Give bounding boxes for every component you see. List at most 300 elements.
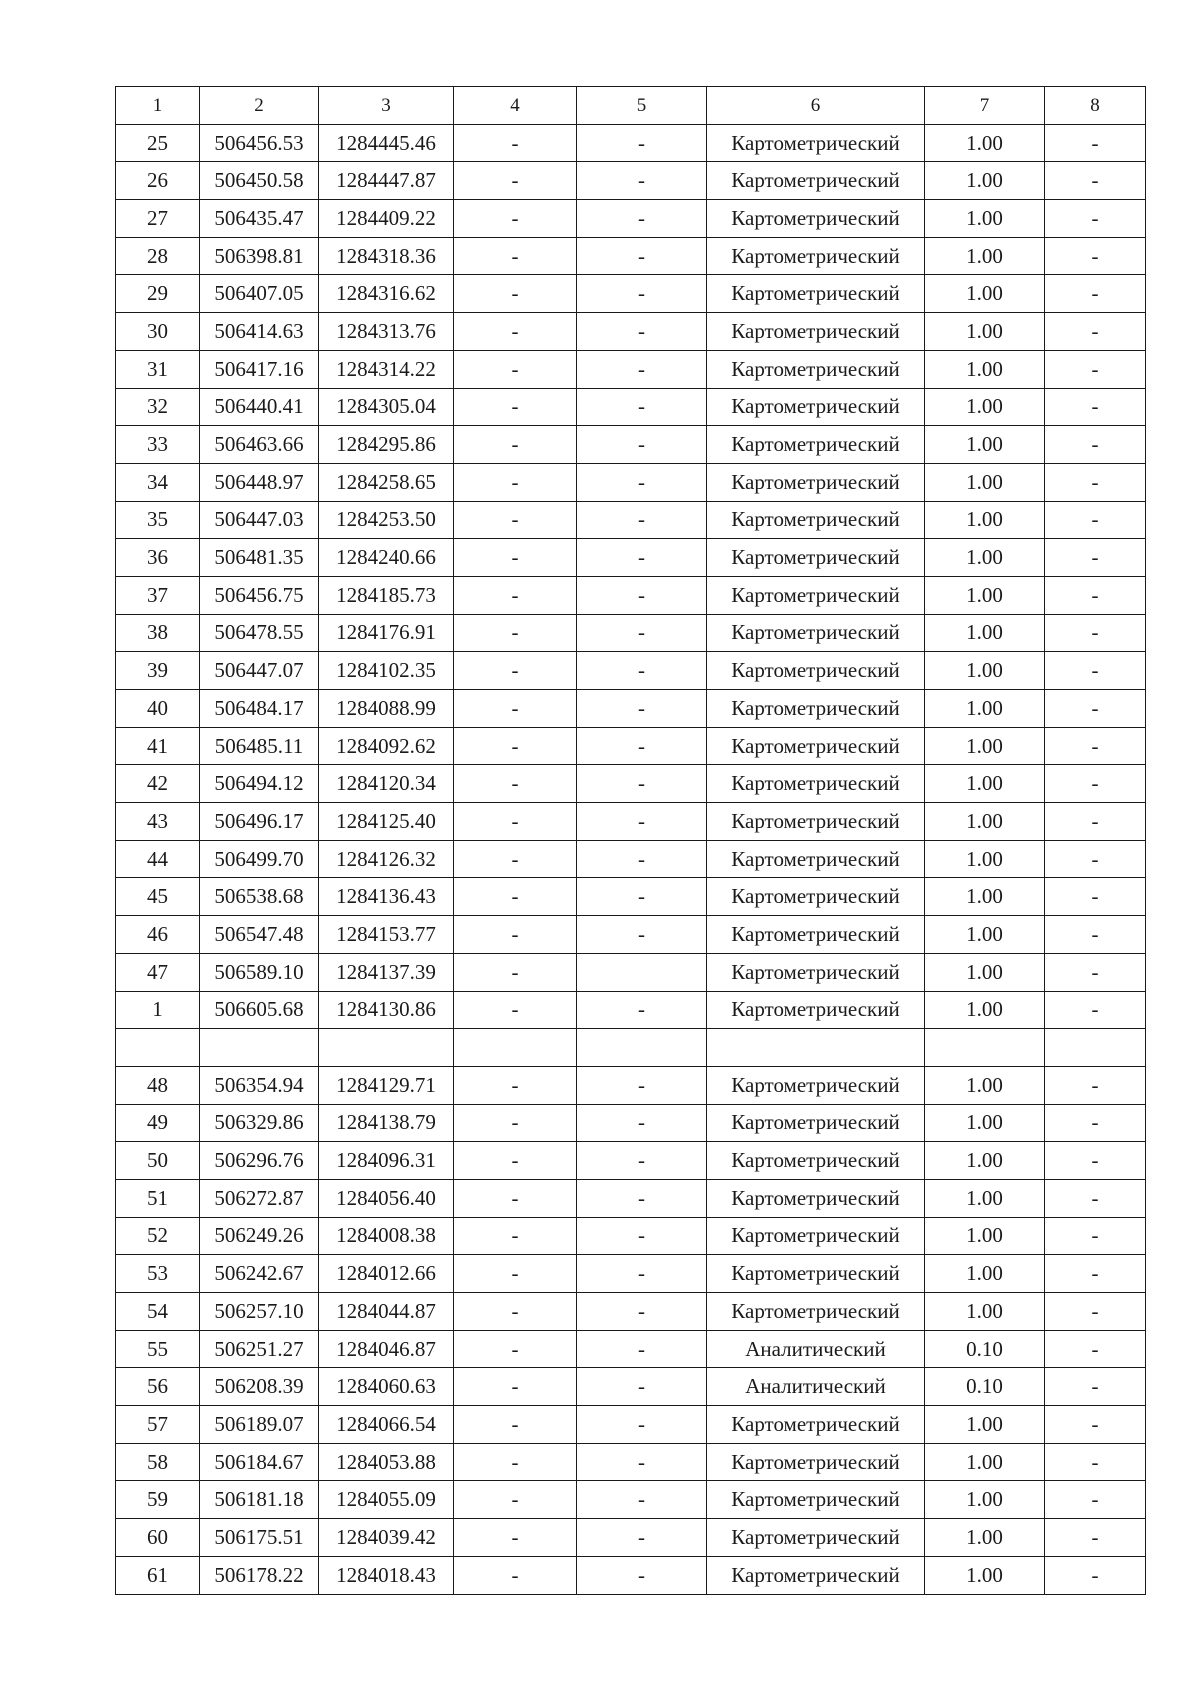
table-cell: 1284136.43 [319, 878, 454, 916]
table-cell: 1.00 [925, 1481, 1045, 1519]
table-cell: - [1045, 200, 1146, 238]
table-cell: Аналитический [707, 1330, 925, 1368]
table-cell: - [577, 1481, 707, 1519]
table-cell: - [577, 803, 707, 841]
table-row [116, 803, 1146, 841]
table-cell: - [454, 652, 577, 690]
table-row [116, 840, 1146, 878]
table-cell: - [1045, 1104, 1146, 1142]
table-cell: - [577, 840, 707, 878]
table-cell: 506296.76 [200, 1142, 319, 1180]
table-cell: - [577, 1293, 707, 1331]
table-cell: 35 [116, 501, 200, 539]
table-cell: Картометрический [707, 501, 925, 539]
table-row [116, 1556, 1146, 1594]
table-cell: - [577, 1443, 707, 1481]
table-cell: 1.00 [925, 576, 1045, 614]
table-cell: 506414.63 [200, 313, 319, 351]
table-cell: 29 [116, 275, 200, 313]
table-cell: - [454, 275, 577, 313]
table-cell: Картометрический [707, 1104, 925, 1142]
table-cell: 506589.10 [200, 953, 319, 991]
table-cell: Картометрический [707, 426, 925, 464]
table-cell: - [577, 388, 707, 426]
table-cell: 1284253.50 [319, 501, 454, 539]
table-cell: 1284044.87 [319, 1293, 454, 1331]
table-cell: - [577, 162, 707, 200]
table-row [116, 350, 1146, 388]
table-cell: 1.00 [925, 916, 1045, 954]
table-cell: - [454, 200, 577, 238]
table-cell: 1.00 [925, 124, 1045, 162]
table-cell: - [577, 916, 707, 954]
table-cell: Картометрический [707, 614, 925, 652]
table-cell: 1284129.71 [319, 1066, 454, 1104]
table-cell: - [577, 237, 707, 275]
table-cell: Картометрический [707, 953, 925, 991]
table-cell: 1.00 [925, 1142, 1045, 1180]
table-cell: 26 [116, 162, 200, 200]
table-cell: - [1045, 953, 1146, 991]
table-cell: - [577, 1142, 707, 1180]
table-row [116, 690, 1146, 728]
table-cell: 1284096.31 [319, 1142, 454, 1180]
table-cell: 1284092.62 [319, 727, 454, 765]
table-cell: - [454, 1368, 577, 1406]
table-cell: - [577, 652, 707, 690]
table-row [116, 501, 1146, 539]
table-cell: Картометрический [707, 1406, 925, 1444]
table-cell: - [454, 124, 577, 162]
table-cell: - [454, 765, 577, 803]
table-cell: 1 [116, 991, 200, 1029]
table-cell: 52 [116, 1217, 200, 1255]
table-cell: Картометрический [707, 576, 925, 614]
table-cell: - [454, 1066, 577, 1104]
table-cell: - [454, 1179, 577, 1217]
table-cell: Картометрический [707, 765, 925, 803]
table-cell: - [1045, 237, 1146, 275]
table-cell: - [1045, 1406, 1146, 1444]
table-cell: 1.00 [925, 1556, 1045, 1594]
table-row [116, 124, 1146, 162]
table-cell: 506538.68 [200, 878, 319, 916]
table-row [116, 916, 1146, 954]
table-cell: 1.00 [925, 840, 1045, 878]
table-cell: 1284240.66 [319, 539, 454, 577]
table-cell: 47 [116, 953, 200, 991]
table-cell: 1284176.91 [319, 614, 454, 652]
table-cell: - [1045, 614, 1146, 652]
table-cell: - [454, 1293, 577, 1331]
table-cell: 506242.67 [200, 1255, 319, 1293]
table-cell: 54 [116, 1293, 200, 1331]
table-cell: - [577, 765, 707, 803]
table-cell: Картометрический [707, 727, 925, 765]
table-row [116, 1443, 1146, 1481]
table-cell: 1284018.43 [319, 1556, 454, 1594]
table-cell: 59 [116, 1481, 200, 1519]
table-cell: Картометрический [707, 124, 925, 162]
table-cell: - [577, 614, 707, 652]
table-cell: 506208.39 [200, 1368, 319, 1406]
table-cell: - [454, 1443, 577, 1481]
table-cell: 0.10 [925, 1330, 1045, 1368]
table-cell: 506249.26 [200, 1217, 319, 1255]
table-cell: - [454, 614, 577, 652]
table-cell: 1.00 [925, 1293, 1045, 1331]
table-cell: - [1045, 1368, 1146, 1406]
table-cell: - [454, 1406, 577, 1444]
table-row [116, 576, 1146, 614]
table-cell: 1.00 [925, 803, 1045, 841]
table-cell: 1.00 [925, 1179, 1045, 1217]
table-cell: Картометрический [707, 991, 925, 1029]
table-cell [577, 1029, 707, 1067]
table-cell: 1.00 [925, 237, 1045, 275]
table-cell: 1284305.04 [319, 388, 454, 426]
table-cell: - [1045, 803, 1146, 841]
table-cell: 37 [116, 576, 200, 614]
table-cell [200, 1029, 319, 1067]
table-cell: - [1045, 1255, 1146, 1293]
table-cell: - [577, 727, 707, 765]
table-cell: 506496.17 [200, 803, 319, 841]
table-cell: 56 [116, 1368, 200, 1406]
table-cell: 1284039.42 [319, 1519, 454, 1557]
table-cell: 1284409.22 [319, 200, 454, 238]
table-cell: - [1045, 426, 1146, 464]
table-cell: 1.00 [925, 878, 1045, 916]
table-cell: 506547.48 [200, 916, 319, 954]
table-cell: 45 [116, 878, 200, 916]
table-cell: 1.00 [925, 313, 1045, 351]
table-row [116, 162, 1146, 200]
table-cell: - [454, 426, 577, 464]
table-cell: 1.00 [925, 953, 1045, 991]
table-row [116, 1481, 1146, 1519]
table-cell: - [577, 350, 707, 388]
table-cell: - [577, 1406, 707, 1444]
table-cell: 506448.97 [200, 463, 319, 501]
table-cell: 1284126.32 [319, 840, 454, 878]
table-cell: 506435.47 [200, 200, 319, 238]
table-cell: Картометрический [707, 539, 925, 577]
table-cell: 1284153.77 [319, 916, 454, 954]
table-cell: - [1045, 313, 1146, 351]
table-cell: 1284102.35 [319, 652, 454, 690]
table-cell: - [1045, 1142, 1146, 1180]
table-cell: - [454, 1330, 577, 1368]
table-cell: 1.00 [925, 539, 1045, 577]
table-cell: - [454, 350, 577, 388]
table-cell: - [454, 388, 577, 426]
table-cell: 1284066.54 [319, 1406, 454, 1444]
table-cell: Картометрический [707, 1179, 925, 1217]
table-cell: 1284447.87 [319, 162, 454, 200]
table-cell: 506354.94 [200, 1066, 319, 1104]
table-cell: - [1045, 388, 1146, 426]
table-row [116, 727, 1146, 765]
table-cell: 1.00 [925, 1217, 1045, 1255]
table-body [116, 124, 1146, 1594]
table-cell: Картометрический [707, 1556, 925, 1594]
table-cell: Картометрический [707, 350, 925, 388]
table-cell: 1.00 [925, 991, 1045, 1029]
column-header: 6 [707, 87, 925, 125]
table-cell: - [1045, 162, 1146, 200]
table-cell: - [454, 1255, 577, 1293]
table-row [116, 1217, 1146, 1255]
table-cell: - [454, 1481, 577, 1519]
table-cell: 1284138.79 [319, 1104, 454, 1142]
table-cell: Картометрический [707, 878, 925, 916]
table-row [116, 1368, 1146, 1406]
column-header: 5 [577, 87, 707, 125]
table-cell: - [454, 237, 577, 275]
table-cell: 1.00 [925, 765, 1045, 803]
table-cell: 1.00 [925, 426, 1045, 464]
table-cell [319, 1029, 454, 1067]
table-cell: Картометрический [707, 313, 925, 351]
table-cell: - [454, 463, 577, 501]
table-cell: Картометрический [707, 916, 925, 954]
table-cell: 61 [116, 1556, 200, 1594]
table-cell: 48 [116, 1066, 200, 1104]
table-cell: 506189.07 [200, 1406, 319, 1444]
table-cell: 38 [116, 614, 200, 652]
table-cell: 506251.27 [200, 1330, 319, 1368]
table-cell: - [1045, 501, 1146, 539]
table-cell: - [454, 1519, 577, 1557]
column-header: 3 [319, 87, 454, 125]
table-row [116, 1066, 1146, 1104]
table-cell: 28 [116, 237, 200, 275]
table-cell: - [454, 878, 577, 916]
table-cell: - [577, 878, 707, 916]
table-cell: - [1045, 124, 1146, 162]
table-cell: 506605.68 [200, 991, 319, 1029]
table-cell: - [1045, 1481, 1146, 1519]
table-cell: - [454, 576, 577, 614]
table-cell: Картометрический [707, 840, 925, 878]
table-row [116, 200, 1146, 238]
table-cell: 1284125.40 [319, 803, 454, 841]
table-cell: - [577, 539, 707, 577]
table-cell: 53 [116, 1255, 200, 1293]
table-cell: - [454, 1104, 577, 1142]
table-cell: - [454, 803, 577, 841]
table-cell: - [1045, 539, 1146, 577]
table-cell: Картометрический [707, 1217, 925, 1255]
table-cell: Картометрический [707, 652, 925, 690]
table-cell: - [577, 1217, 707, 1255]
table-cell: 31 [116, 350, 200, 388]
table-cell: - [454, 727, 577, 765]
table-row [116, 463, 1146, 501]
table-cell: 1.00 [925, 200, 1045, 238]
table-cell: 36 [116, 539, 200, 577]
table-cell [707, 1029, 925, 1067]
table-cell: 1284313.76 [319, 313, 454, 351]
table-cell: 1284088.99 [319, 690, 454, 728]
table-cell: - [1045, 1443, 1146, 1481]
table-cell: 506485.11 [200, 727, 319, 765]
table-cell: Картометрический [707, 275, 925, 313]
table-cell: Картометрический [707, 1066, 925, 1104]
table-cell: - [1045, 916, 1146, 954]
table-cell: 57 [116, 1406, 200, 1444]
table-cell: - [577, 124, 707, 162]
table-row [116, 275, 1146, 313]
coordinates-table [115, 86, 1146, 1595]
table-cell: 49 [116, 1104, 200, 1142]
table-row [116, 1029, 1146, 1067]
table-row [116, 1142, 1146, 1180]
table-header-row [116, 87, 1146, 125]
table-cell: - [1045, 652, 1146, 690]
table-cell: 506499.70 [200, 840, 319, 878]
table-cell: 506407.05 [200, 275, 319, 313]
table-cell: 1284053.88 [319, 1443, 454, 1481]
table-cell: - [577, 1330, 707, 1368]
table-cell: - [577, 200, 707, 238]
table-cell: 1.00 [925, 1443, 1045, 1481]
table-cell: - [454, 501, 577, 539]
table-cell: 506257.10 [200, 1293, 319, 1331]
column-header: 1 [116, 87, 200, 125]
table-cell: - [1045, 1519, 1146, 1557]
column-header: 2 [200, 87, 319, 125]
table-cell: - [1045, 1330, 1146, 1368]
table-cell: - [577, 463, 707, 501]
table-cell: 34 [116, 463, 200, 501]
table-cell: - [454, 916, 577, 954]
table-cell: - [577, 313, 707, 351]
table-cell: 506398.81 [200, 237, 319, 275]
table-cell: 1284046.87 [319, 1330, 454, 1368]
table-cell: - [577, 991, 707, 1029]
table-row [116, 237, 1146, 275]
table-cell: - [577, 426, 707, 464]
table-cell: Картометрический [707, 1293, 925, 1331]
table-cell: 506178.22 [200, 1556, 319, 1594]
table-cell: 30 [116, 313, 200, 351]
table-cell: 506481.35 [200, 539, 319, 577]
table-cell: - [454, 840, 577, 878]
table-cell: - [577, 501, 707, 539]
table-cell: 1.00 [925, 350, 1045, 388]
table-cell: 1.00 [925, 1104, 1045, 1142]
table-row [116, 539, 1146, 577]
table-cell: 39 [116, 652, 200, 690]
table-cell: - [454, 991, 577, 1029]
table-cell [1045, 1029, 1146, 1067]
table-cell: 506456.75 [200, 576, 319, 614]
table-cell: - [1045, 840, 1146, 878]
table-cell [116, 1029, 200, 1067]
table-row [116, 765, 1146, 803]
table-cell: 1284055.09 [319, 1481, 454, 1519]
table-cell: - [577, 1556, 707, 1594]
table-cell: - [577, 690, 707, 728]
table-cell: 506175.51 [200, 1519, 319, 1557]
table-cell: 1.00 [925, 388, 1045, 426]
table-row [116, 426, 1146, 464]
table-cell: - [454, 539, 577, 577]
table-cell: 1284060.63 [319, 1368, 454, 1406]
table-cell: - [454, 1217, 577, 1255]
table-cell: 25 [116, 124, 200, 162]
table-cell: 0.10 [925, 1368, 1045, 1406]
table-cell: 1.00 [925, 1406, 1045, 1444]
table-cell: Картометрический [707, 803, 925, 841]
table-cell: 43 [116, 803, 200, 841]
table-cell: - [1045, 690, 1146, 728]
table-cell [454, 1029, 577, 1067]
table-row [116, 313, 1146, 351]
table-cell: 1.00 [925, 1066, 1045, 1104]
table-row [116, 953, 1146, 991]
table-cell: Аналитический [707, 1368, 925, 1406]
table-row [116, 1519, 1146, 1557]
table-cell: 40 [116, 690, 200, 728]
column-header: 8 [1045, 87, 1146, 125]
table-cell: - [1045, 991, 1146, 1029]
table-cell: - [1045, 1217, 1146, 1255]
table-cell: - [1045, 275, 1146, 313]
table-cell: 506181.18 [200, 1481, 319, 1519]
table-cell: Картометрический [707, 1142, 925, 1180]
table-cell: Картометрический [707, 1519, 925, 1557]
table-cell: - [1045, 1179, 1146, 1217]
table-cell: Картометрический [707, 690, 925, 728]
table-cell: - [577, 1179, 707, 1217]
table-cell: - [577, 1104, 707, 1142]
table-cell: 1.00 [925, 275, 1045, 313]
table-cell: - [577, 576, 707, 614]
table-cell: 506463.66 [200, 426, 319, 464]
table-cell: - [1045, 765, 1146, 803]
table-cell: - [454, 953, 577, 991]
table-cell: 1.00 [925, 652, 1045, 690]
table-cell: 506329.86 [200, 1104, 319, 1142]
table-cell: Картометрический [707, 237, 925, 275]
table-row [116, 1406, 1146, 1444]
table-cell: 1284130.86 [319, 991, 454, 1029]
table-cell: 1.00 [925, 1255, 1045, 1293]
table-cell: 506184.67 [200, 1443, 319, 1481]
table-cell: - [577, 1255, 707, 1293]
table-cell: 506484.17 [200, 690, 319, 728]
table-cell: 506450.58 [200, 162, 319, 200]
table-cell: - [1045, 878, 1146, 916]
table-cell: 506447.03 [200, 501, 319, 539]
table-cell: - [454, 1142, 577, 1180]
table-cell: 1284185.73 [319, 576, 454, 614]
table-cell: 1284120.34 [319, 765, 454, 803]
table-cell: 506440.41 [200, 388, 319, 426]
table-cell: 1284008.38 [319, 1217, 454, 1255]
table-cell: 33 [116, 426, 200, 464]
table-row [116, 878, 1146, 916]
table-cell: 50 [116, 1142, 200, 1180]
table-cell: 60 [116, 1519, 200, 1557]
table-cell: Картометрический [707, 200, 925, 238]
table-cell: Картометрический [707, 388, 925, 426]
table-cell: - [1045, 1293, 1146, 1331]
table-row [116, 652, 1146, 690]
